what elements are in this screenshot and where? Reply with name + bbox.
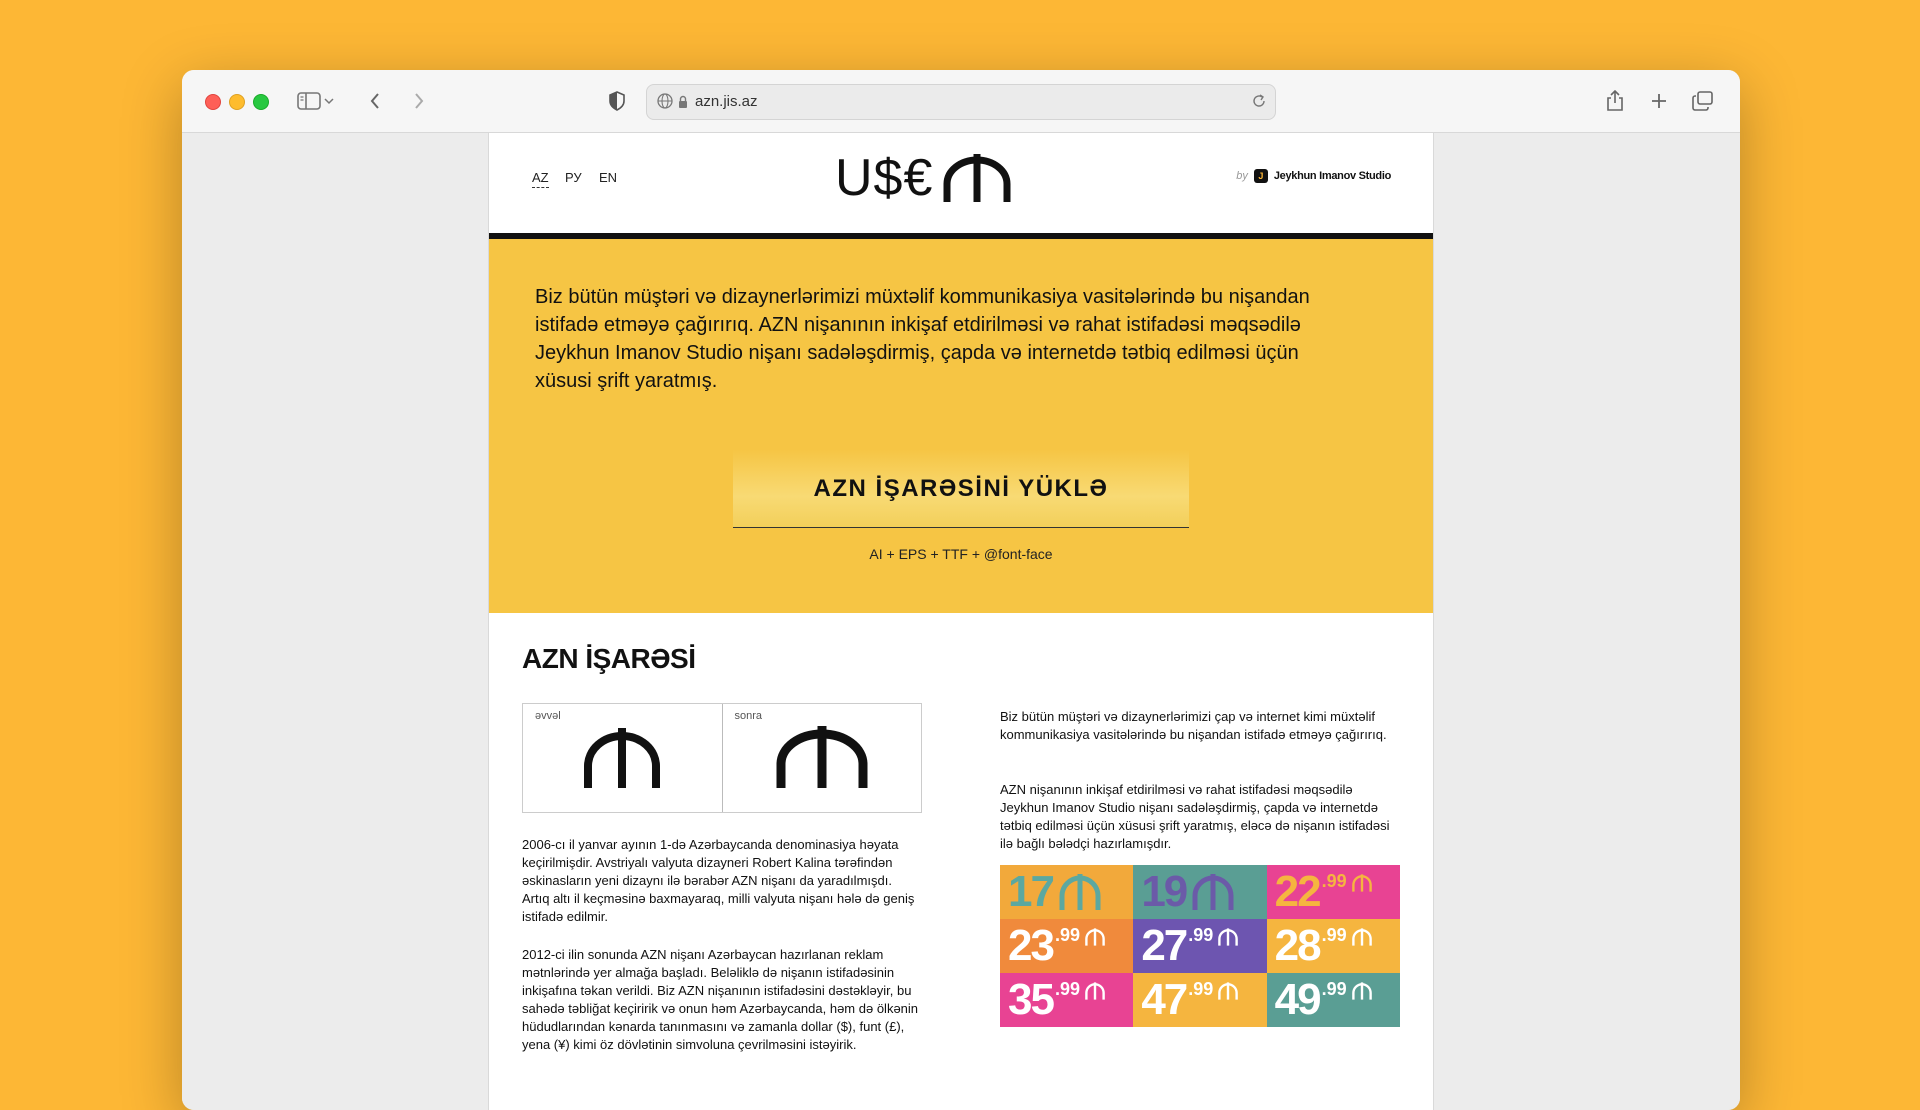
price-integer: 49 xyxy=(1274,975,1320,1024)
price-tiles-grid xyxy=(1000,865,1400,1027)
price-integer: 27 xyxy=(1141,921,1187,970)
sidebar-toggle-icon[interactable] xyxy=(296,88,322,114)
old-manat-sign-icon xyxy=(580,722,664,792)
price-decimal: .99 xyxy=(1321,925,1347,945)
globe-icon xyxy=(656,92,674,114)
site-header xyxy=(489,133,1433,239)
price-tile xyxy=(1000,973,1133,1027)
sign-comparison xyxy=(522,703,922,813)
lang-ru-link[interactable]: РУ xyxy=(565,170,582,185)
lang-en-link[interactable]: EN xyxy=(599,170,618,185)
price-integer: 22 xyxy=(1274,867,1320,916)
forward-button-icon[interactable] xyxy=(406,88,432,114)
price-decimal: .99 xyxy=(1054,979,1080,999)
manat-sign-icon xyxy=(1217,927,1239,947)
url-text: azn.jis.az xyxy=(695,93,758,110)
price-tile xyxy=(1133,919,1266,973)
before-label: əvvəl xyxy=(535,710,561,722)
share-icon[interactable] xyxy=(1602,88,1628,114)
studio-credit[interactable] xyxy=(1236,169,1391,183)
price-decimal: .99 xyxy=(1054,925,1080,945)
browser-toolbar xyxy=(182,70,1740,133)
back-button-icon[interactable] xyxy=(362,88,388,114)
price-decimal: .99 xyxy=(1188,979,1214,999)
price-integer: 23 xyxy=(1008,921,1053,970)
chevron-down-icon[interactable] xyxy=(322,88,336,114)
download-button[interactable]: AZN İŞARƏSİNİ YÜKLƏ xyxy=(733,450,1189,528)
lang-az-link[interactable]: AZ xyxy=(532,170,549,188)
close-window-button[interactable] xyxy=(205,94,221,110)
price-tile xyxy=(1000,919,1133,973)
manat-sign-icon xyxy=(1190,872,1236,912)
zoom-window-button[interactable] xyxy=(253,94,269,110)
manat-sign-icon xyxy=(1351,927,1373,947)
hero-section xyxy=(489,239,1433,613)
by-label: by xyxy=(1236,170,1248,182)
section-title: AZN İŞARƏSİ xyxy=(522,643,696,674)
price-integer: 19 xyxy=(1141,867,1187,916)
price-integer: 47 xyxy=(1141,975,1187,1024)
price-tile xyxy=(1267,919,1400,973)
manat-sign-icon xyxy=(1084,927,1106,947)
new-tab-icon[interactable] xyxy=(1646,88,1672,114)
price-integer: 17 xyxy=(1008,867,1053,916)
history-paragraph-1: 2006-cı il yanvar ayının 1-də Azərbaycanda denominasiya həyata keçirilmişdir. Avstriyalı valyuta dizayneri Robert Kalina tərəfindən əskinasların yeni dizaynı ilə bərabər AZN nişanı da yaradılmışdı. Artıq altı il keçməsinə baxmayaraq, milli valyuta nişanı hələ də geniş istifadə edilmir. xyxy=(522,837,915,924)
history-paragraph-2: 2012-ci ilin sonunda AZN nişanı Azərbaycan hazırlanan reklam mətnlərində yer almağa başladı. Beləliklə də nişanın istifadəsinin inkişafına təkan verildi. Biz AZN nişanının istifadəsini dəstəkləyir, bu sahədə təbliğat keçiririk və onun həm Azərbaycanda, həm də ölkənin hüdudlarından kənarda tanınmasını və zamanla dollar ($), funt (£), yena (¥) kimi öz dövlətinin simvoluna çevrilməsini istəyirik. xyxy=(522,947,919,1052)
browser-viewport xyxy=(182,133,1740,1110)
manat-sign-icon xyxy=(1351,981,1373,1001)
site-logo[interactable] xyxy=(835,148,1013,208)
address-bar[interactable] xyxy=(646,84,1276,120)
new-manat-sign-icon xyxy=(775,722,869,792)
download-formats: AI + EPS + TTF + @font-face xyxy=(869,546,1053,562)
hero-text: Biz bütün müştəri və dizaynerlərimizi müxtəlif kommunikasiya vasitələrində bu nişandan istifadə etməyə çağırırıq. AZN nişanının inkişaf etdirilməsi və rahat istifadəsi məqsədilə Jeykhun Imanov Studio nişanı sadələşdirmiş, çapda və internetdə tətbiq edilməsi üçün xüsusi şrift yaratmış. xyxy=(535,286,1310,392)
price-decimal: .99 xyxy=(1321,871,1347,891)
manat-sign-icon xyxy=(941,150,1013,206)
price-integer: 35 xyxy=(1008,975,1053,1024)
after-panel xyxy=(722,704,922,812)
reload-icon[interactable] xyxy=(1251,93,1267,113)
tab-overview-icon[interactable] xyxy=(1690,88,1716,114)
price-decimal: .99 xyxy=(1188,925,1214,945)
price-tile xyxy=(1133,865,1266,919)
studio-name: Jeykhun Imanov Studio xyxy=(1273,170,1391,182)
after-label: sonra xyxy=(734,710,763,722)
price-decimal: .99 xyxy=(1321,979,1347,999)
price-tile xyxy=(1267,865,1400,919)
manat-sign-icon xyxy=(1351,873,1373,893)
logo-text: U$€ xyxy=(835,149,934,207)
privacy-shield-icon[interactable] xyxy=(604,88,630,114)
manat-sign-icon xyxy=(1057,872,1103,912)
browser-window xyxy=(182,70,1740,1110)
lock-icon xyxy=(678,94,688,113)
manat-sign-icon xyxy=(1084,981,1106,1001)
before-panel xyxy=(523,704,722,812)
minimize-window-button[interactable] xyxy=(229,94,245,110)
price-tile xyxy=(1267,973,1400,1027)
price-tile xyxy=(1000,865,1133,919)
studio-logo-icon: J xyxy=(1254,169,1268,183)
web-page xyxy=(488,133,1434,1110)
manat-sign-icon xyxy=(1217,981,1239,1001)
intro-paragraph-1: Biz bütün müştəri və dizaynerlərimizi çap və internet kimi müxtəlif kommunikasiya vasitələrində bu nişandan istifadə etməyə çağırırıq. xyxy=(1000,709,1387,742)
price-tile xyxy=(1133,973,1266,1027)
price-integer: 28 xyxy=(1274,921,1320,970)
intro-paragraph-2: AZN nişanının inkişaf etdirilməsi və rahat istifadəsi məqsədilə Jeykhun Imanov Studio nişanı sadələşdirmiş, çapda və internetdə tətbiq edilməsi üçün xüsusi şrift yaratmış, eləcə də nişanın istifadəsi ilə bağlı bələdçi hazırlamışdır. xyxy=(1000,782,1390,851)
